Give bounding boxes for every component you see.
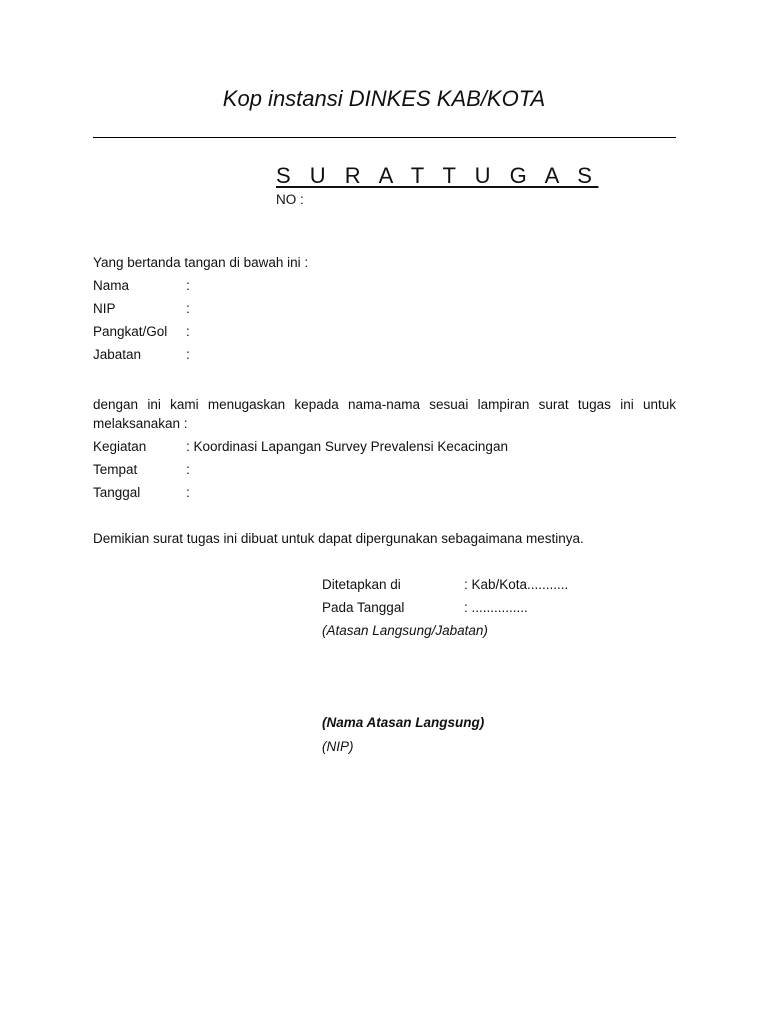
field-label: Ditetapkan di	[322, 577, 401, 592]
signer-intro: Yang bertanda tangan di bawah ini :	[93, 255, 309, 270]
field-label: Pangkat/Gol	[93, 324, 168, 339]
field-value: :	[186, 485, 190, 500]
field-value: :	[186, 278, 190, 293]
field-value: : Kab/Kota...........	[464, 577, 569, 592]
place-row	[93, 462, 190, 477]
activity-row	[93, 439, 508, 454]
letterhead: Kop instansi DINKES KAB/KOTA	[222, 86, 546, 111]
signer-rank-row	[93, 324, 190, 339]
document-title: S U R A T T U G A S	[276, 163, 599, 188]
field-label: Tempat	[93, 462, 138, 477]
field-label: Jabatan	[93, 347, 142, 362]
assignment-paragraph	[93, 393, 676, 416]
field-label: NIP	[93, 301, 116, 316]
signer-title: (Atasan Langsung/Jabatan)	[322, 623, 488, 638]
signer-position-row	[93, 347, 190, 362]
field-label: Nama	[93, 278, 130, 293]
assignment-line-2: melaksanakan :	[93, 416, 188, 431]
field-label: Tanggal	[93, 485, 141, 500]
field-value: : ...............	[464, 600, 528, 615]
field-value: : Koordinasi Lapangan Survey Prevalensi Kecacingan	[186, 439, 508, 454]
signer-nip: (NIP)	[322, 739, 354, 754]
signer-fullname: (Nama Atasan Langsung)	[322, 715, 485, 730]
field-label: Pada Tanggal	[322, 600, 405, 615]
document-number: NO :	[276, 192, 304, 207]
issued-at-row	[322, 577, 568, 592]
date-row	[93, 485, 190, 500]
closing-statement: Demikian surat tugas ini dibuat untuk dapat dipergunakan sebagaimana mestinya.	[93, 531, 584, 546]
header-divider	[93, 137, 676, 138]
field-value: :	[186, 324, 190, 339]
issued-date-row	[322, 600, 528, 615]
field-value: :	[186, 301, 190, 316]
field-value: :	[186, 347, 190, 362]
field-label: Kegiatan	[93, 439, 147, 454]
field-value: :	[186, 462, 190, 477]
signer-name-row	[93, 278, 190, 293]
signer-nip-row	[93, 301, 190, 316]
assignment-line-1: dengan ini kami menugaskan kepada nama-nama sesuai lampiran surat tugas ini untuk	[93, 397, 676, 412]
